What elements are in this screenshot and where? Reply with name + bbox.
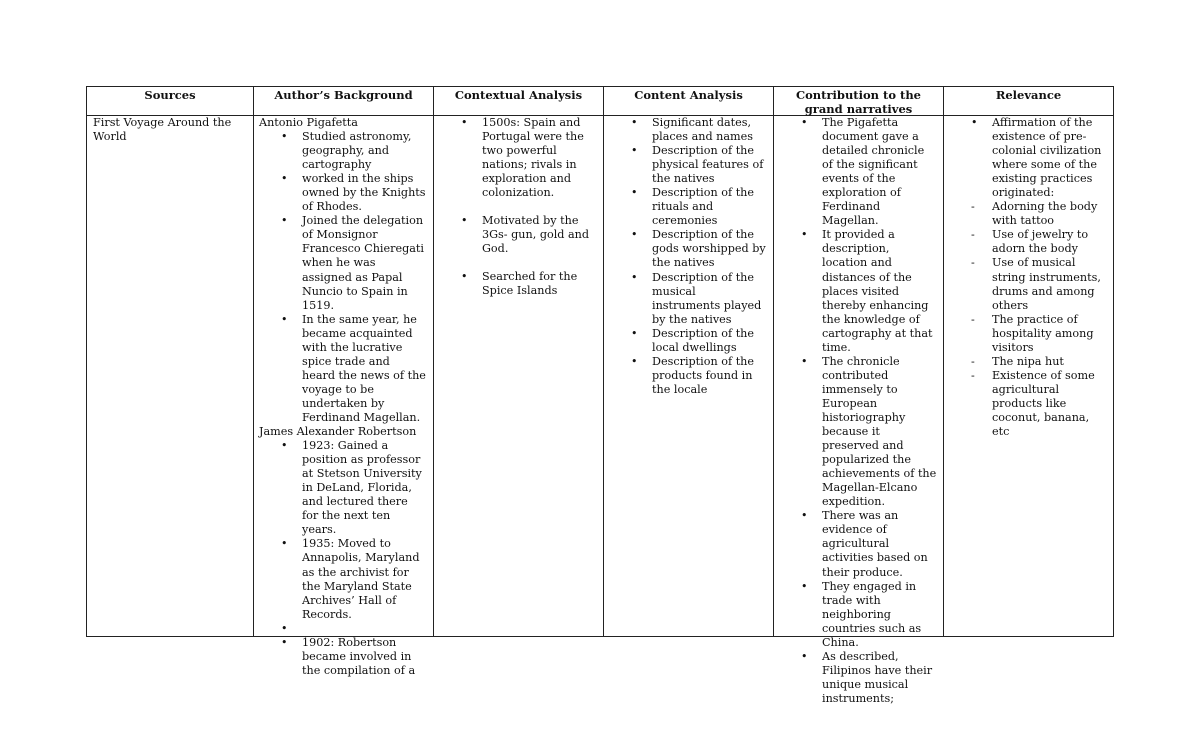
list-item: • Description of the products found in the locale <box>652 355 766 397</box>
pigafetta-list <box>259 130 426 425</box>
spacer <box>482 200 602 214</box>
cell-author-background <box>259 116 429 678</box>
list-item: • Description of the local dwellings <box>652 327 766 355</box>
list-item: • Description of the physical features of the natives <box>652 144 766 186</box>
list-item: • As described, Filipinos have their unique musical instruments; <box>822 650 938 706</box>
robertson-list <box>259 439 426 678</box>
list-item: • 1923: Gained a position as professor at Stetson University in DeLand, Florida, and lectured there for the next ten years. <box>302 439 426 537</box>
list-item: • In the same year, he became acquainted with the lucrative spice trade and heard the news of the voyage to be undertaken by Ferdinand Magellan. <box>302 313 426 425</box>
list-item: • Description of the musical instruments played by the natives <box>652 271 766 327</box>
list-item: • Motivated by the 3Gs- gun, gold and God. <box>482 214 602 256</box>
list-item: • They engaged in trade with neighboring countries such as China. <box>822 580 938 650</box>
list-item: - The nipa hut <box>992 355 1106 369</box>
list-item: • 1500s: Spain and Portugal were the two powerful nations; rivals in exploration and colonization. <box>482 116 602 200</box>
list-item: - Use of musical string instruments, drums and among others <box>992 256 1106 312</box>
author-name: James Alexander Robertson <box>259 425 417 439</box>
relevance-list <box>949 116 1106 439</box>
list-item: - The practice of hospitality among visitors <box>992 313 1106 355</box>
list-item: • It provided a description, location and distances of the places visited thereby enhancing the knowledge of cartography at that time. <box>822 228 938 354</box>
contribution-list <box>779 116 938 706</box>
list-item: • Joined the delegation of Monsignor Francesco Chieregati when he was assigned as Papal Nuncio to Spain in 1519. <box>302 214 426 312</box>
column-divider <box>253 87 254 636</box>
list-item: • Searched for the Spice Islands <box>482 270 602 298</box>
list-item <box>302 622 426 636</box>
header-contribution: Contribution to the grand narratives <box>795 88 922 116</box>
column-divider <box>603 87 604 636</box>
column-divider <box>773 87 774 636</box>
header-contextual-analysis: Contextual Analysis <box>454 88 583 102</box>
cell-relevance <box>949 116 1109 439</box>
cell-source <box>93 116 243 144</box>
column-divider <box>433 87 434 636</box>
header-author-background: Author’s Background <box>274 88 413 102</box>
list-item: • Description of the gods worshipped by the natives <box>652 228 766 270</box>
content-list <box>609 116 766 397</box>
cell-contribution <box>779 116 939 706</box>
list-item: - Existence of some agricultural products like coconut, banana, etc <box>992 369 1106 439</box>
author-name: Antonio Pigafetta <box>259 116 358 129</box>
header-sources: Sources <box>144 88 196 102</box>
cell-contextual-analysis <box>439 116 599 299</box>
header-relevance: Relevance <box>995 88 1062 102</box>
list-item: - Use of jewelry to adorn the body <box>992 228 1106 256</box>
list-item: • There was an evidence of agricultural activities based on their produce. <box>822 509 938 579</box>
list-item: • The chronicle contributed immensely to European historiography because it preserved and popularized the achievements of the Magellan-Elcano expedition. <box>822 355 938 510</box>
list-item: • 1902: Robertson became involved in the compilation of a <box>302 636 426 678</box>
header-content-analysis: Content Analysis <box>634 88 743 102</box>
list-item: • worked in the ships owned by the Knights of Rhodes. <box>302 172 426 214</box>
spacer <box>482 256 602 270</box>
analysis-table <box>86 86 1114 705</box>
list-item: • Studied astronomy, geography, and cartography <box>302 130 426 172</box>
list-item: • Affirmation of the existence of pre-colonial civilization where some of the existing practices originated: <box>992 116 1106 200</box>
cell-content-analysis <box>609 116 769 397</box>
list-item: - Adorning the body with tattoo <box>992 200 1106 228</box>
contextual-list <box>439 116 602 299</box>
list-item: • Description of the rituals and ceremonies <box>652 186 766 228</box>
list-item: • The Pigafetta document gave a detailed chronicle of the significant events of the exploration of Ferdinand Magellan. <box>822 116 938 228</box>
list-item: • 1935: Moved to Annapolis, Maryland as the archivist for the Maryland State Archives’ Hall of Records. <box>302 537 426 621</box>
column-divider <box>943 87 944 636</box>
source-title: First Voyage Around the World <box>93 116 232 144</box>
list-item: • Significant dates, places and names <box>652 116 766 144</box>
